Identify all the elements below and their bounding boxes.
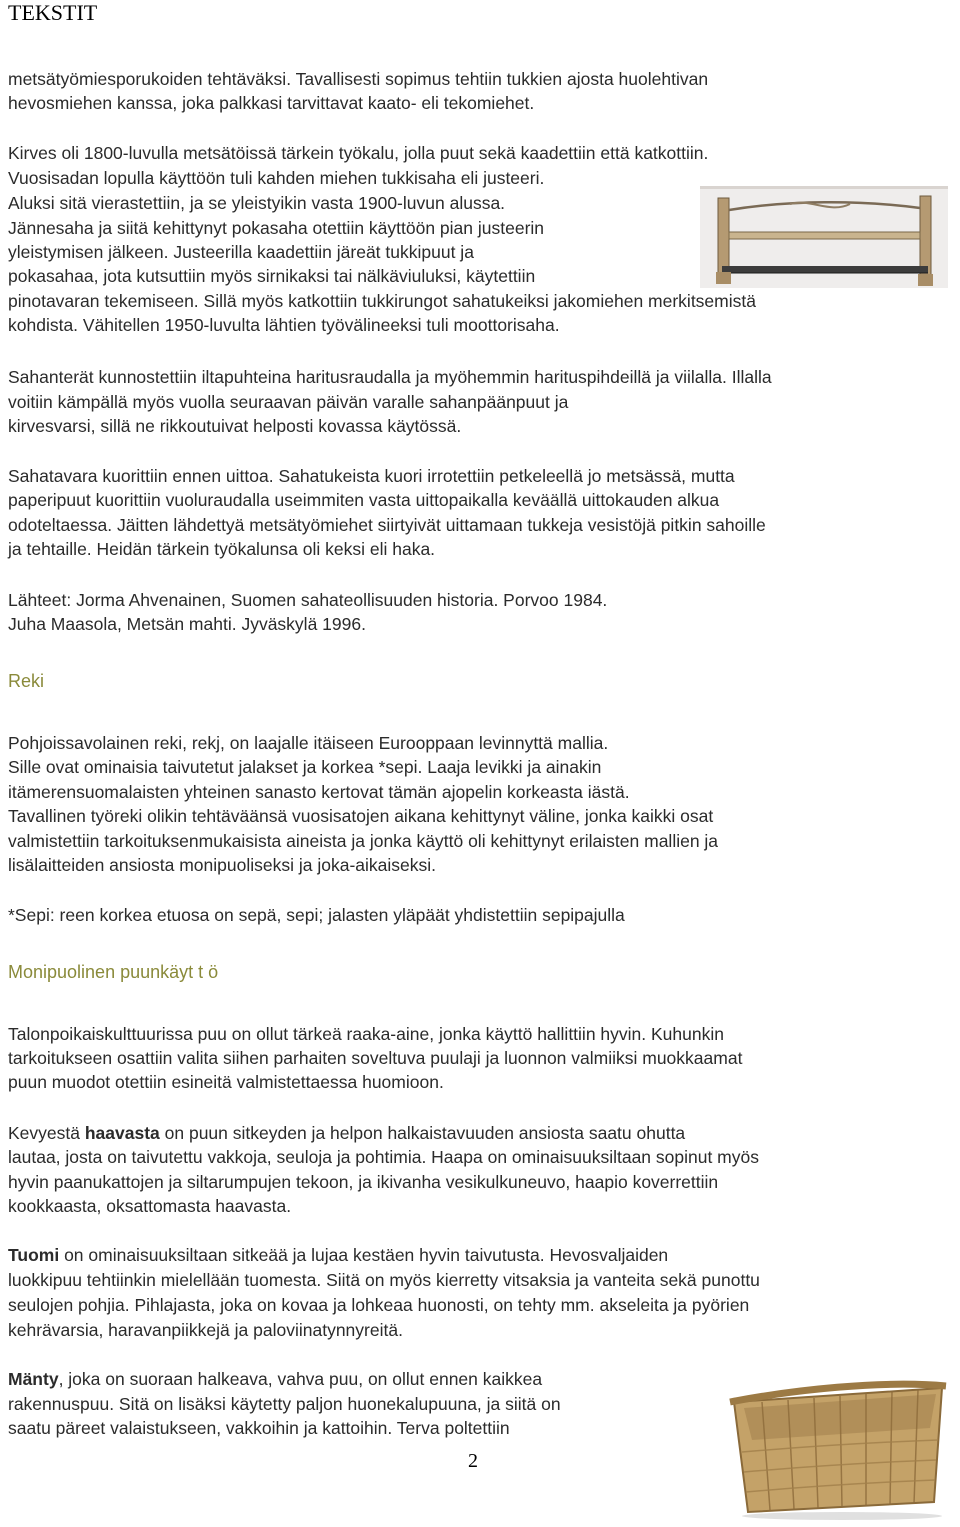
text-line: paperipuut kuorittiin vuoluraudalla useimmiten vasta uittopaikalla keväällä uittokauden alkua	[8, 490, 720, 510]
text-line: Kirves oli 1800-luvulla metsätöissä tärkein työkalu, jolla puut sekä kaadettiin että katkottiin.	[8, 143, 709, 163]
text-line: luokkipuu tehtiinkin mielellään tuomesta. Siitä on myös kierretty vitsaksia ja vanteita sekä punottu	[8, 1270, 760, 1290]
page-number: 2	[468, 1450, 478, 1472]
text-line: itämerensuomalaisten yhteinen sanasto kertovat tämän ajopelin korkeasta iästä.	[8, 782, 630, 802]
sources-line: Lähteet: Jorma Ahvenainen, Suomen sahateollisuuden historia. Porvoo 1984.	[8, 590, 608, 610]
text-line: ja tehtaille. Heidän tärkein työkalunsa oli keksi eli haka.	[8, 539, 436, 559]
text-line: kookkaasta, oksattomasta haavasta.	[8, 1196, 292, 1216]
page-header: TEKSTIT	[8, 0, 98, 25]
haapa-bold: haavasta	[84, 1123, 160, 1143]
text-line: puun muodot otettiin esineitä valmistettaessa huomioon.	[8, 1072, 444, 1092]
text-line: metsätyömiesporukoiden tehtäväksi. Tavallisesti sopimus tehtiin tukkien ajosta huolehtivan	[8, 69, 709, 89]
manty-post: , joka on suoraan halkeava, vahva puu, on ollut ennen kaikkea	[58, 1369, 543, 1389]
text-line: hevosmiehen kanssa, joka palkkasi tarvittavat kaato- eli tekomiehet.	[8, 93, 535, 113]
text-line: hyvin paanukattojen ja siltarumpujen tekoon, ja ikivanha vesikulkuneuvo, haapio koverrettiin	[8, 1172, 719, 1192]
text-line: lautaa, josta on taivutettu vakkoja, seuloja ja pohtimia. Haapa on ominaisuuksiltaan sopinut myös	[8, 1147, 759, 1167]
paragraph-manty	[8, 1367, 542, 1392]
paragraph-tuomi	[8, 1243, 668, 1268]
section-heading-reki: Reki	[8, 671, 45, 691]
text-line: lisälaitteiden ansiosta monipuoliseksi ja joka-aikaiseksi.	[8, 855, 436, 875]
text-line: Sahatavara kuorittiin ennen uittoa. Sahatukeista kuori irrotettiin petkeleellä jo metsässä, mutta	[8, 466, 735, 486]
basket-image	[722, 1362, 954, 1522]
text-line: Pohjoissavolainen reki, rekj, on laajalle itäiseen Eurooppaan levinnyttä mallia.	[8, 733, 609, 753]
paragraph-haapa	[8, 1121, 685, 1146]
text-line: Sahanterät kunnostettiin iltapuhteina haritusraudalla ja myöhemmin harituspihdeillä ja viilalla. Illalla	[8, 367, 772, 387]
sources-line: Juha Maasola, Metsän mahti. Jyväskylä 1996.	[8, 614, 366, 634]
text-line: rakennuspuu. Sitä on lisäksi käytetty paljon huonekalupuuna, ja siitä on	[8, 1394, 561, 1414]
text-line: Vuosisadan lopulla käyttöön tuli kahden miehen tukkisaha eli justeeri.	[8, 168, 545, 188]
tuomi-bold: Tuomi	[8, 1245, 60, 1265]
text-line: Jännesaha ja siitä kehittynyt pokasaha otettiin käyttöön pian justeerin	[8, 218, 545, 238]
section-heading-puunkaytto: Monipuolinen puunkäyt t ö	[8, 962, 219, 982]
text-line: odoteltaessa. Jäitten lähdettyä metsätyömiehet siirtyivät uittamaan tukkeja vesistöjä pitkin sahoille	[8, 515, 766, 535]
tuomi-post: on ominaisuuksiltaan sitkeää ja lujaa kestäen hyvin taivutusta. Hevosvaljaiden	[59, 1245, 669, 1265]
footnote: *Sepi: reen korkea etuosa on sepä, sepi; jalasten yläpäät yhdistettiin sepipajulla	[8, 905, 625, 925]
text-line: valmistettiin tarkoituksenmukaisista aineista ja jonka käyttö oli kehittynyt erilaisten mallien ja	[8, 831, 719, 851]
text-line: pinotavaran tekemiseen. Sillä myös katkottiin tukkirungot sahatukeiksi jakomiehen merkitsemistä	[8, 291, 756, 311]
text-line: kehrävarsia, haravanpiikkejä ja paloviinatynnyreitä.	[8, 1320, 403, 1340]
text-line: kirvesvarsi, sillä ne rikkoutuivat helposti kovassa käytössä.	[8, 416, 462, 436]
text-line: tarkoitukseen osattiin valita siihen parhaiten soveltuva puulaji ja luonnon valmiiksi muokkaamat	[8, 1048, 743, 1068]
text-line: Aluksi sitä vierastettiin, ja se yleistyikin vasta 1900-luvun alussa.	[8, 193, 506, 213]
text-line: saatu päreet valaistukseen, vakkoihin ja kattoihin. Terva poltettiin	[8, 1418, 510, 1438]
saw-image	[700, 186, 948, 288]
text-line: voitiin kämpällä myös vuolla seuraavan päivän varalle sahanpäänpuut ja	[8, 392, 569, 412]
text-line: pokasahaa, jota kutsuttiin myös sirnikaksi tai nälkäviuluksi, käytettiin	[8, 266, 536, 286]
text-line: Talonpoikaiskulttuurissa puu on ollut tärkeä raaka-aine, jonka käyttö hallittiin hyvin. Kuhunkin	[8, 1024, 724, 1044]
text-line: kohdista. Vähitellen 1950-luvulta lähtien työvälineeksi tuli moottorisaha.	[8, 315, 560, 335]
woven-basket-picture	[722, 1362, 954, 1522]
text-line: yleistymisen jälkeen. Justeerilla kaadettiin järeät tukkipuut ja	[8, 242, 474, 262]
haapa-post: on puun sitkeyden ja helpon halkaistavuuden ansiosta saatu ohutta	[159, 1123, 686, 1143]
text-line: seulojen pohjia. Pihlajasta, joka on kovaa ja lohkeaa huonosti, on tehty mm. akseleita ja pyörien	[8, 1295, 750, 1315]
text-line: Sille ovat ominaisia taivutetut jalakset ja korkea *sepi. Laaja levikki ja ainakin	[8, 757, 602, 777]
manty-bold: Mänty	[8, 1369, 59, 1389]
bow-saw-picture	[700, 186, 948, 288]
haapa-pre: Kevyestä	[8, 1123, 85, 1143]
text-line: Tavallinen työreki olikin tehtäväänsä vuosisatojen aikana kehittynyt väline, jonka kaikki osat	[8, 806, 714, 826]
